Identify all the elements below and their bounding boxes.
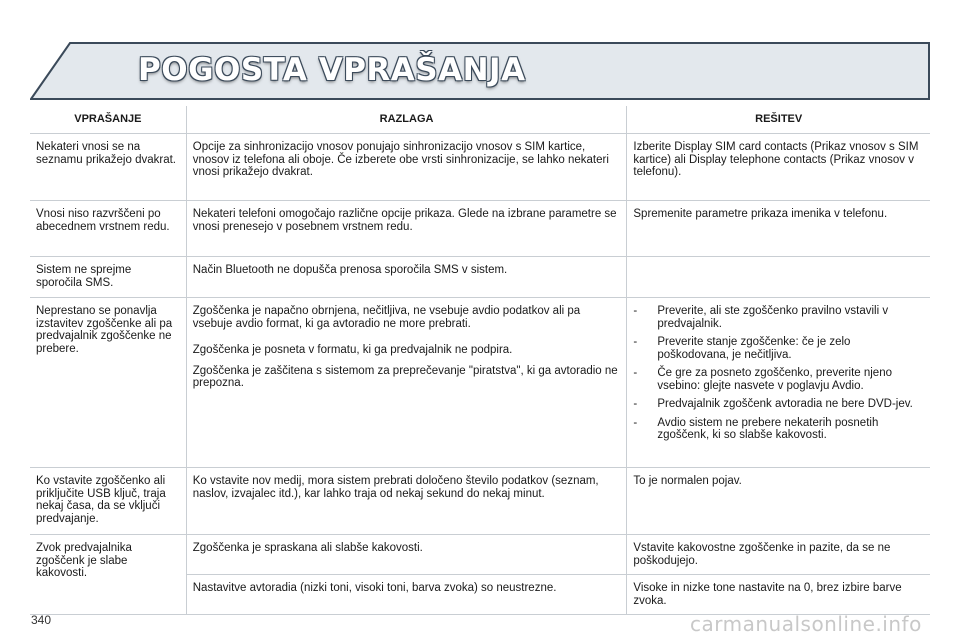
- list-item: - Preverite, ali ste zgoščenko pravilno vstavili v predvajalnik.: [633, 305, 924, 330]
- column-header-explanation: RAZLAGA: [186, 106, 627, 134]
- table-header-row: [30, 106, 930, 134]
- table-row: [30, 201, 930, 257]
- watermark: carmanualsonline.info: [690, 612, 922, 636]
- solution-cell: Vstavite kakovostne zgoščenke in pazite, da se ne poškodujejo.: [627, 535, 930, 575]
- explanation-paragraph: Zgoščenka je posneta v formatu, ki ga predvajalnik ne podpira.: [192, 344, 513, 356]
- table-row: [30, 298, 930, 468]
- explanation-paragraph: Zgoščenka je zaščitena s sistemom za preprečevanje "piratstva", ki ga avtoradio ne prepozna.: [192, 364, 618, 389]
- list-item: - Predvajalnik zgoščenk avtoradia ne bere DVD-jev.: [633, 398, 924, 411]
- explanation-paragraph: Zgoščenka je napačno obrnjena, nečitljiva, ne vsebuje avdio podatkov ali pa vsebuje avdio format, ki ga avtoradio ne more prebrati.: [192, 305, 581, 330]
- question-cell: Vnosi niso razvrščeni po abecednem vrstnem redu.: [30, 201, 186, 257]
- solution-cell: [627, 257, 930, 298]
- question-cell: Neprestano se ponavlja izstavitev zgoščenke ali pa predvajalnik zgoščenke ne prebere.: [30, 298, 186, 468]
- question-cell: Zvok predvajalnika zgoščenk je slabe kakovosti.: [30, 535, 186, 615]
- solution-cell: Spremenite parametre prikaza imenika v telefonu.: [627, 201, 930, 257]
- explanation-cell: Opcije za sinhronizacijo vnosov ponujajo sinhronizacijo vnosov s SIM kartice, vnosov iz telefona ali oboje. Če izberete obe vrsti sinhronizacije, se lahko nekateri vnosi prikažejo dvakrat.: [186, 134, 627, 201]
- table-row: [30, 468, 930, 535]
- explanation-cell: Zgoščenka je spraskana ali slabše kakovosti.: [186, 535, 627, 575]
- question-cell: Nekateri vnosi se na seznamu prikažejo dvakrat.: [30, 134, 186, 201]
- table-row: [30, 535, 930, 575]
- solution-cell: Izberite Display SIM card contacts (Prikaz vnosov s SIM kartice) ali Display telephone contacts (Prikaz vnosov v telefonu).: [627, 134, 930, 201]
- column-header-solution: REŠITEV: [627, 106, 930, 134]
- solution-cell: To je normalen pojav.: [627, 468, 930, 535]
- list-item: - Če gre za posneto zgoščenko, preverite njeno vsebino: glejte nasvete v poglavju Avdio.: [633, 367, 924, 392]
- column-header-question: VPRAŠANJE: [30, 106, 186, 134]
- title-banner: [30, 42, 930, 100]
- list-item: - Preverite stanje zgoščenke: če je zelo poškodovana, je nečitljiva.: [633, 336, 924, 361]
- table-row: [30, 257, 930, 298]
- paragraph-gap: [193, 330, 621, 344]
- question-cell: Sistem ne sprejme sporočila SMS.: [30, 257, 186, 298]
- table-row: [30, 134, 930, 201]
- explanation-cell: Nastavitve avtoradia (nizki toni, visoki toni, barva zvoka) so neustrezne.: [186, 575, 627, 615]
- page-number: 340: [31, 613, 52, 627]
- solution-cell: [627, 298, 930, 468]
- explanation-cell: [186, 298, 627, 468]
- paragraph-gap: [193, 357, 621, 365]
- list-item: - Avdio sistem ne prebere nekaterih posnetih zgoščenk, ki so slabše kakovosti.: [633, 417, 924, 442]
- solution-list: [633, 305, 924, 442]
- page-title: POGOSTA VPRAŠANJA: [138, 52, 526, 88]
- solution-cell: Visoke in nizke tone nastavite na 0, brez izbire barve zvoka.: [627, 575, 930, 615]
- explanation-cell: Ko vstavite nov medij, mora sistem prebrati določeno število podatkov (seznam, naslov, izvajalec itd.), kar lahko traja od nekaj sekund do nekaj minut.: [186, 468, 627, 535]
- question-cell: Ko vstavite zgoščenko ali priključite USB ključ, traja nekaj časa, da se vključi predvajanje.: [30, 468, 186, 535]
- explanation-cell: Nekateri telefoni omogočajo različne opcije prikaza. Glede na izbrane parametre se vnosi prenesejo v posebnem vrstnem redu.: [186, 201, 627, 257]
- explanation-cell: Način Bluetooth ne dopušča prenosa sporočila SMS v sistem.: [186, 257, 627, 298]
- faq-table: [30, 106, 930, 615]
